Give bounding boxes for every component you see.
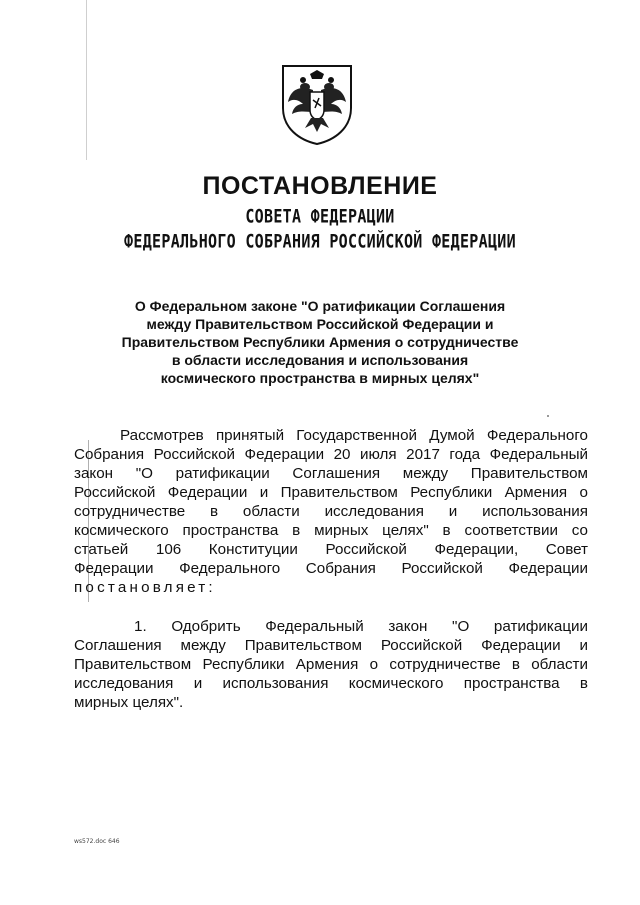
body-line: Рассмотрев принятый Государственной Думой Федерального [120,427,588,444]
document-subject [100,297,540,387]
resolves-word: постановляет: [74,579,216,596]
body-line: закон "О ратификации Соглашения между Правительством [74,465,588,482]
body-line: статьей 106 Конституции Российской Федерации, Совет [74,541,588,558]
scan-artifact-line [86,0,87,160]
subject-line: О Федеральном законе "О ратификации Соглашения [134,298,506,314]
issuer-line-2: ФЕДЕРАЛЬНОГО СОБРАНИЯ РОССИЙСКОЙ ФЕДЕРАЦИИ [124,229,516,253]
issuer-line-1: СОВЕТА ФЕДЕРАЦИИ [245,204,395,228]
body-line: Собрания Российской Федерации 20 июля 2017 года Федеральный [74,446,588,463]
scan-speck [547,415,549,417]
subject-line: в области исследования и использования [171,352,469,368]
coat-of-arms-icon [279,62,355,146]
body-line: сотрудничестве в области исследования и использования [74,503,588,520]
body-paragraph-1 [74,426,588,597]
document-title: ПОСТАНОВЛЕНИЕ [202,172,438,200]
file-code: ws572.doc 646 [74,838,120,845]
subject-line: космического пространства в мирных целях" [160,370,480,386]
body-line: мирных целях". [74,694,184,711]
body-line: космического пространства в мирных целях" в соответствии со [74,522,588,539]
subject-line: между Правительством Российской Федерации и [146,316,494,332]
body-line: Российской Федерации и Правительством Республики Армения о [74,484,588,501]
body-line: Федерации Федерального Собрания Российской Федерации [74,560,588,577]
body-line: Правительством Республики Армения о сотрудничестве в области [74,656,588,673]
body-paragraph-2 [74,617,588,712]
body-line: Соглашения между Правительством Российской Федерации и [74,637,588,654]
body-line: 1. Одобрить Федеральный закон "О ратификации [134,618,588,635]
body-line: исследования и использования космического пространства в [74,675,588,692]
subject-line: Правительством Республики Армения о сотрудничестве [121,334,519,350]
